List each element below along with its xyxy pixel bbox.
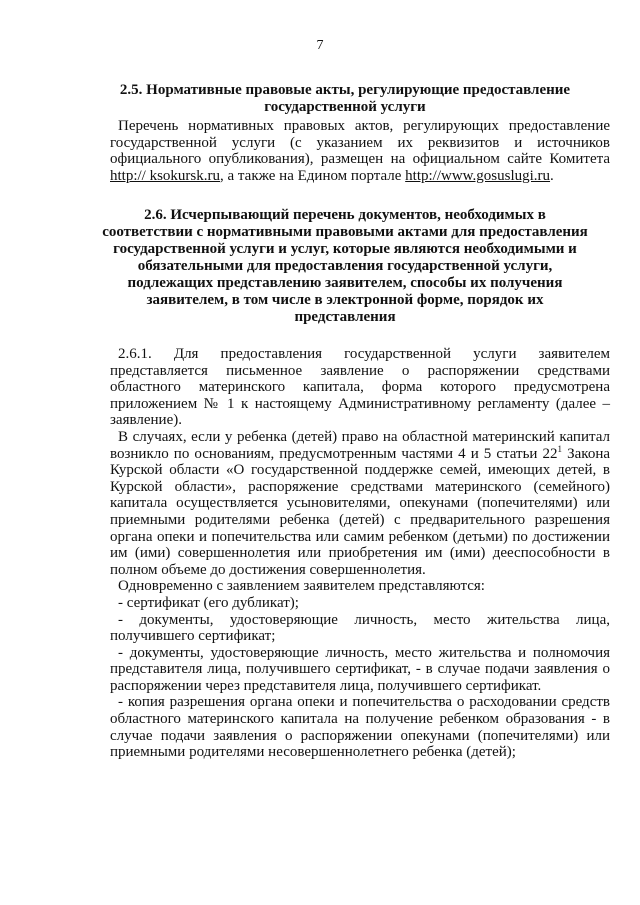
paragraph-simultaneously: Одновременно с заявлением заявителем представляются: xyxy=(118,578,485,595)
paragraph-text: В случаях, если у ребенка (детей) право на областной материнский капитал возникло по основаниям, предусмотренным частями 4 и 5 статьи 22 xyxy=(110,428,610,462)
section-2-6-body xyxy=(110,346,610,761)
list-item-guardianship-permission: - копия разрешения органа опеки и попечительства о расходовании средств областного материнского капитала на получение ребенком образования - в случае подачи заявления о распоряжении опекунами (попечителями) или приемными родителями несовершеннолетнего ребенка (детей); xyxy=(110,694,610,761)
list-item-identity-documents: - документы, удостоверяющие личность, место жительства лица, получившего сертификат; xyxy=(110,611,610,645)
section-2-5-paragraph xyxy=(110,118,610,184)
komitet-link[interactable]: http:// ksokursk.ru xyxy=(110,167,221,184)
paragraph-cases xyxy=(110,429,610,578)
page-number: 7 xyxy=(316,38,324,53)
list-item-representative-documents: - документы, удостоверяющие личность, место жительства и полномочия представителя лица, получившего сертификат, - в случае подачи заявления о распоряжении через представителя лица, получившего сертификат. xyxy=(110,644,610,694)
paragraph-text: Закона Курской области «О государственной поддержке семей, имеющих детей, в Курской области», распоряжение средствами материнского (семейного) капитала осуществляется усыновителями, опекунами (попечителями) или приемными родителями ребенка (детей) с предварительного разрешения органа опеки и попечительства или самим ребенком (детьми) по достижении им (ими) совершеннолетия или приобретения им (ими) дееспособности в полном объеме до достижения совершеннолетия. xyxy=(110,445,611,578)
paragraph-2-6-1: 2.6.1. Для предоставления государственной услуги заявителем представляется письменное заявление о распоряжении средствами областного материнского капитала, форма которого предусмотрена приложением № 1 к настоящему Административному регламенту (далее – заявление). xyxy=(110,346,610,429)
paragraph-text: . xyxy=(550,167,554,184)
superscript-1: 1 xyxy=(557,443,563,454)
section-2-5-heading: 2.5. Нормативные правовые акты, регулирующие предоставление государственной услуги xyxy=(119,82,571,115)
list-item-certificate: - сертификат (его дубликат); xyxy=(118,594,299,611)
paragraph-text: , а также на Едином портале xyxy=(220,167,406,184)
gosuslugi-link[interactable]: http://www.gosuslugi.ru xyxy=(405,167,551,184)
paragraph-text: Перечень нормативных правовых актов, регулирующих предоставление государственной услуги (с указанием их реквизитов и источников официального опубликования), размещен на официальном сайте Комитета xyxy=(110,118,610,168)
section-2-6-heading: 2.6. Исчерпывающий перечень документов, необходимых в соответствии с нормативными правовыми актами для предоставления государственной услуги и услуг, которые являются необходимыми и обязательными для предоставления государственной услуги, подлежащих представлению заявителем, способы их получения заявителем, в том числе в электронной форме, порядок их представления xyxy=(102,207,588,325)
